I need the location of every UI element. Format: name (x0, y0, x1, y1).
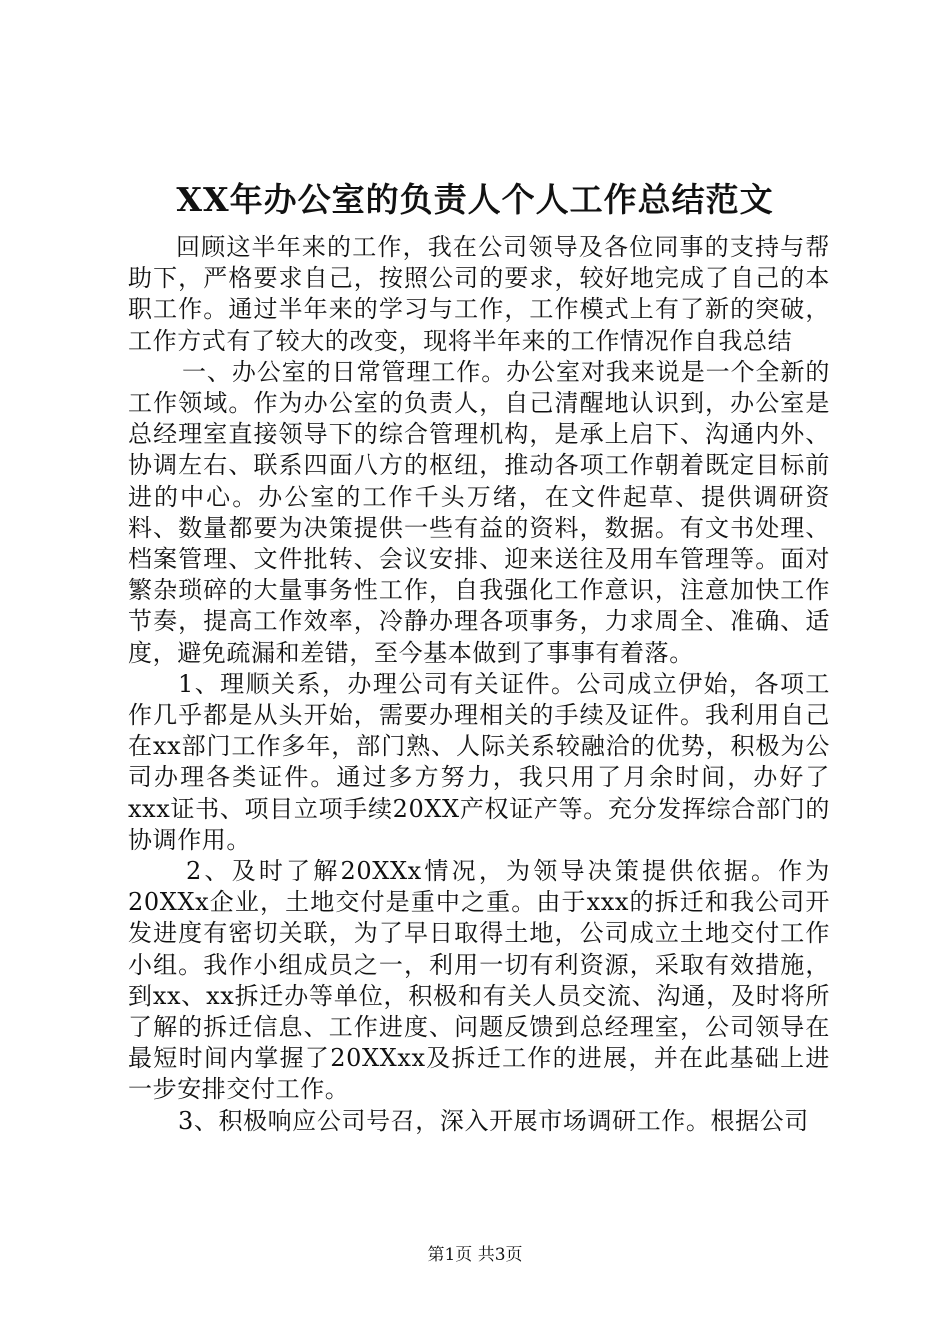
document-title: XX年办公室的负责人个人工作总结范文 (176, 180, 774, 219)
page-number-footer: 第1页 共3页 (427, 1245, 523, 1265)
paragraph-item-1: 1、理顺关系，办理公司有关证件。公司成立伊始，各项工作几乎都是从头开始，需要办理相关的手续及证件。我利用自己在xx部门工作多年，部门熟、人际关系较融洽的优势，积极为公司办理各类证件。通过多方努力，我只用了月余时间，办好了xxx证书、项目立项手续20XX产权证产等。充分发挥综合部门的协调作用。 (128, 669, 830, 854)
paragraph-item-3: 3、积极响应公司号召，深入开展市场调研工作。根据公司 (178, 1106, 809, 1135)
document-body (128, 232, 830, 1137)
paragraph-item-2: 2、及时了解20XXx情况，为领导决策提供依据。作为20XXx企业，土地交付是重中之重。由于xxx的拆迁和我公司开发进度有密切关联，为了早日取得土地，公司成立土地交付工作小组。我作小组成员之一，利用一切有利资源，采取有效措施，到xx、xx拆迁办等单位，积极和有关人员交流、沟通，及时将所了解的拆迁信息、工作进度、问题反馈到总经理室，公司领导在最短时间内掌握了20XXxx及拆迁工作的进展，并在此基础上进一步安排交付工作。 (128, 857, 830, 1104)
paragraph-office-daily-management: 一、办公室的日常管理工作。办公室对我来说是一个全新的工作领域。作为办公室的负责人，自己清醒地认识到，办公室是总经理室直接领导下的综合管理机构，是承上启下、沟通内外、协调左右、联系四面八方的枢纽，推动各项工作朝着既定目标前进的中心。办公室的工作千头万绪，在文件起草、提供调研资料、数量都要为决策提供一些有益的资料，数据。有文书处理、档案管理、文件批转、会议安排、迎来送往及用车管理等。面对繁杂琐碎的大量事务性工作，自我强化工作意识，注意加快工作节奏，提高工作效率，冷静办理各项事务，力求周全、准确、适度，避免疏漏和差错，至今基本做到了事事有着落。 (128, 357, 830, 667)
paragraph-intro: 回顾这半年来的工作，我在公司领导及各位同事的支持与帮助下，严格要求自己，按照公司的要求，较好地完成了自己的本职工作。通过半年来的学习与工作，工作模式上有了新的突破，工作方式有了较大的改变，现将半年来的工作情况作自我总结 (128, 233, 830, 355)
